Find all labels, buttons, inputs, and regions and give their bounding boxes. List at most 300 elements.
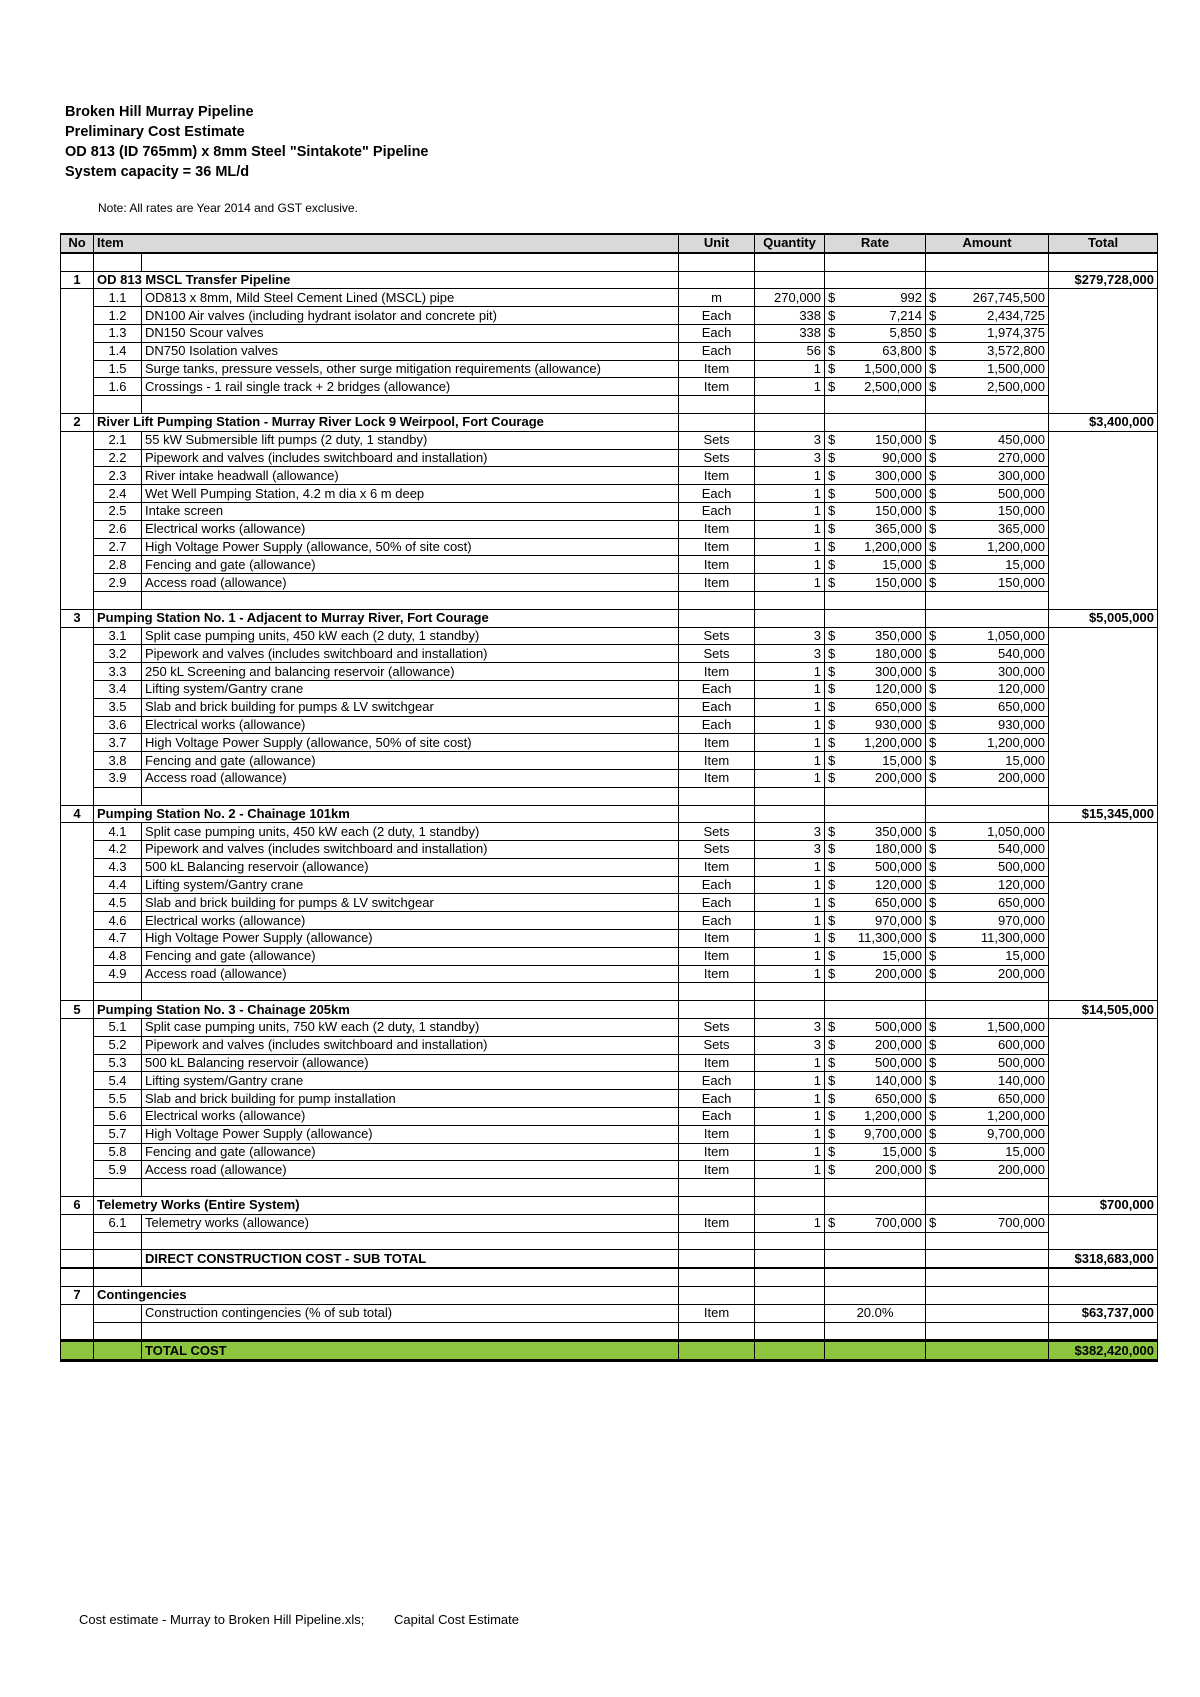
col-rate: Rate <box>825 234 926 253</box>
empty-cell <box>679 1268 755 1286</box>
empty-cell <box>755 787 825 805</box>
item-unit: Each <box>679 876 755 894</box>
item-unit: Item <box>679 858 755 876</box>
empty-cell <box>61 574 94 592</box>
item-amount <box>926 734 1049 752</box>
currency-sign: $ <box>929 948 937 964</box>
empty-cell <box>61 1072 94 1090</box>
blank-row <box>61 396 1158 414</box>
money-value: 500,000 <box>875 1019 923 1035</box>
item-rate <box>825 930 926 948</box>
empty-cell <box>61 253 94 271</box>
money-value: 11,300,000 <box>857 930 923 946</box>
empty-cell <box>61 1268 94 1286</box>
item-amount <box>926 520 1049 538</box>
line-item-row <box>61 698 1158 716</box>
currency-sign: $ <box>828 663 836 679</box>
item-rate <box>825 698 926 716</box>
item-unit: Item <box>679 965 755 983</box>
empty-cell <box>755 805 825 823</box>
money-value: 500,000 <box>875 1055 923 1071</box>
item-no: 1.4 <box>94 342 142 360</box>
empty-cell <box>755 1287 825 1305</box>
item-no: 5.3 <box>94 1054 142 1072</box>
money-value: 200,000 <box>875 770 923 786</box>
item-no: 4.3 <box>94 858 142 876</box>
money-value: 500,000 <box>875 485 923 501</box>
empty-cell <box>61 485 94 503</box>
item-unit: Item <box>679 378 755 396</box>
line-item-row <box>61 556 1158 574</box>
currency-sign: $ <box>828 1055 836 1071</box>
money-value: 180,000 <box>875 841 923 857</box>
empty-cell <box>142 253 679 271</box>
empty-cell <box>926 253 1049 271</box>
item-unit: Each <box>679 342 755 360</box>
item-no: 4.9 <box>94 965 142 983</box>
item-quantity: 1 <box>755 894 825 912</box>
item-amount <box>926 556 1049 574</box>
empty-cell <box>679 1179 755 1197</box>
item-amount <box>926 1054 1049 1072</box>
empty-cell <box>61 360 94 378</box>
currency-sign: $ <box>828 1215 836 1231</box>
item-quantity: 3 <box>755 1036 825 1054</box>
currency-sign: $ <box>929 503 937 519</box>
item-quantity: 3 <box>755 431 825 449</box>
item-rate <box>825 1214 926 1232</box>
item-amount <box>926 378 1049 396</box>
item-no: 1.6 <box>94 378 142 396</box>
item-quantity: 1 <box>755 502 825 520</box>
empty-cell <box>61 823 94 841</box>
money-value: 1,050,000 <box>987 823 1046 839</box>
item-rate <box>825 663 926 681</box>
money-value: 500,000 <box>998 1055 1046 1071</box>
empty-cell <box>61 1019 94 1037</box>
item-description: Fencing and gate (allowance) <box>142 752 679 770</box>
empty-cell <box>94 1304 142 1322</box>
line-item-row <box>61 734 1158 752</box>
col-quantity: Quantity <box>755 234 825 253</box>
empty-cell <box>1049 253 1158 271</box>
item-rate <box>825 841 926 859</box>
line-item-row <box>61 894 1158 912</box>
currency-sign: $ <box>828 307 836 323</box>
money-value: 650,000 <box>998 894 1046 910</box>
empty-cell <box>1049 289 1158 307</box>
money-value: 15,000 <box>1005 556 1046 572</box>
item-amount <box>926 1214 1049 1232</box>
empty-cell <box>61 324 94 342</box>
item-unit: Item <box>679 467 755 485</box>
empty-cell <box>61 342 94 360</box>
section-title: Contingencies <box>94 1287 679 1305</box>
item-amount <box>926 663 1049 681</box>
section-title: OD 813 MSCL Transfer Pipeline <box>94 271 679 289</box>
currency-sign: $ <box>929 716 937 732</box>
item-amount <box>926 574 1049 592</box>
item-unit: Item <box>679 1214 755 1232</box>
empty-cell <box>1049 431 1158 449</box>
empty-cell <box>679 591 755 609</box>
empty-cell <box>61 965 94 983</box>
item-amount <box>926 965 1049 983</box>
empty-cell <box>1049 502 1158 520</box>
item-rate <box>825 1143 926 1161</box>
item-description: Split case pumping units, 450 kW each (2 duty, 1 standby) <box>142 627 679 645</box>
empty-cell <box>1049 1214 1158 1232</box>
item-description: Fencing and gate (allowance) <box>142 947 679 965</box>
item-quantity: 1 <box>755 1125 825 1143</box>
item-unit: Sets <box>679 645 755 663</box>
currency-sign: $ <box>828 699 836 715</box>
money-value: 1,500,000 <box>987 1019 1046 1035</box>
item-description: Slab and brick building for pumps & LV switchgear <box>142 894 679 912</box>
item-description: Split case pumping units, 450 kW each (2 duty, 1 standby) <box>142 823 679 841</box>
money-value: 930,000 <box>875 716 923 732</box>
item-rate <box>825 752 926 770</box>
empty-cell <box>1049 645 1158 663</box>
item-rate <box>825 485 926 503</box>
item-quantity: 1 <box>755 698 825 716</box>
item-no: 4.7 <box>94 930 142 948</box>
empty-cell <box>755 1268 825 1286</box>
item-quantity: 1 <box>755 680 825 698</box>
item-no: 3.5 <box>94 698 142 716</box>
item-no: 3.8 <box>94 752 142 770</box>
item-no: 3.4 <box>94 680 142 698</box>
item-unit: Each <box>679 485 755 503</box>
item-unit: Each <box>679 698 755 716</box>
item-unit: Item <box>679 752 755 770</box>
empty-cell <box>61 930 94 948</box>
item-rate <box>825 627 926 645</box>
empty-cell <box>142 591 679 609</box>
item-rate <box>825 520 926 538</box>
item-description: Fencing and gate (allowance) <box>142 556 679 574</box>
footer-sheet: Capital Cost Estimate <box>394 1612 519 1627</box>
empty-cell <box>1049 663 1158 681</box>
section-title: Pumping Station No. 2 - Chainage 101km <box>94 805 679 823</box>
currency-sign: $ <box>929 681 937 697</box>
item-rate <box>825 1019 926 1037</box>
item-description: Pipework and valves (includes switchboard and installation) <box>142 645 679 663</box>
empty-cell <box>61 734 94 752</box>
empty-cell <box>142 1232 679 1250</box>
total-label: TOTAL COST <box>142 1341 679 1361</box>
item-amount <box>926 1090 1049 1108</box>
item-unit: Sets <box>679 449 755 467</box>
item-rate <box>825 378 926 396</box>
empty-cell <box>926 1341 1049 1361</box>
empty-cell <box>1049 360 1158 378</box>
money-value: 1,200,000 <box>864 538 923 554</box>
item-quantity: 1 <box>755 663 825 681</box>
contingency-rate: 20.0% <box>825 1304 926 1322</box>
money-value: 15,000 <box>882 556 923 572</box>
currency-sign: $ <box>828 378 836 394</box>
empty-cell <box>1049 1161 1158 1179</box>
item-unit: Each <box>679 502 755 520</box>
currency-sign: $ <box>828 645 836 661</box>
item-unit: Each <box>679 324 755 342</box>
money-value: 15,000 <box>1005 948 1046 964</box>
item-unit: Sets <box>679 823 755 841</box>
item-quantity: 270,000 <box>755 289 825 307</box>
currency-sign: $ <box>929 966 937 982</box>
empty-cell <box>825 1322 926 1341</box>
empty-cell <box>755 1322 825 1341</box>
empty-cell <box>926 1322 1049 1341</box>
line-item-row <box>61 823 1158 841</box>
currency-sign: $ <box>828 1019 836 1035</box>
item-no: 3.2 <box>94 645 142 663</box>
title-line-2: Preliminary Cost Estimate <box>65 124 245 140</box>
line-item-row <box>61 520 1158 538</box>
item-description: Crossings - 1 rail single track + 2 bridges (allowance) <box>142 378 679 396</box>
empty-cell <box>1049 983 1158 1001</box>
empty-cell <box>825 1250 926 1268</box>
currency-sign: $ <box>929 289 937 305</box>
item-no: 5.2 <box>94 1036 142 1054</box>
money-value: 7,214 <box>889 307 923 323</box>
item-rate <box>825 360 926 378</box>
item-amount <box>926 289 1049 307</box>
empty-cell <box>755 1197 825 1215</box>
empty-cell <box>1049 378 1158 396</box>
item-quantity: 3 <box>755 449 825 467</box>
item-amount <box>926 680 1049 698</box>
item-amount <box>926 324 1049 342</box>
empty-cell <box>1049 556 1158 574</box>
money-value: 2,434,725 <box>987 307 1046 323</box>
empty-cell <box>1049 1019 1158 1037</box>
currency-sign: $ <box>828 449 836 465</box>
section-row <box>61 1001 1158 1019</box>
money-value: 650,000 <box>875 1090 923 1106</box>
col-amount: Amount <box>926 234 1049 253</box>
empty-cell <box>1049 894 1158 912</box>
currency-sign: $ <box>828 360 836 376</box>
document-header <box>65 102 429 182</box>
empty-cell <box>61 947 94 965</box>
blank-row <box>61 1179 1158 1197</box>
empty-cell <box>61 663 94 681</box>
empty-cell <box>61 1341 94 1361</box>
empty-cell <box>926 1197 1049 1215</box>
item-description: Split case pumping units, 750 kW each (2 duty, 1 standby) <box>142 1019 679 1037</box>
empty-cell <box>679 271 755 289</box>
empty-cell <box>142 787 679 805</box>
currency-sign: $ <box>929 325 937 341</box>
line-item-row <box>61 716 1158 734</box>
empty-cell <box>926 1287 1049 1305</box>
money-value: 1,200,000 <box>987 538 1046 554</box>
money-value: 540,000 <box>998 645 1046 661</box>
empty-cell <box>61 876 94 894</box>
money-value: 540,000 <box>998 841 1046 857</box>
money-value: 1,200,000 <box>864 1108 923 1124</box>
item-unit: Each <box>679 912 755 930</box>
currency-sign: $ <box>828 841 836 857</box>
empty-cell <box>61 1232 94 1250</box>
item-no: 5.5 <box>94 1090 142 1108</box>
line-item-row <box>61 378 1158 396</box>
item-amount <box>926 431 1049 449</box>
empty-cell <box>1049 574 1158 592</box>
item-amount <box>926 698 1049 716</box>
currency-sign: $ <box>929 752 937 768</box>
item-no: 2.1 <box>94 431 142 449</box>
cost-estimate-table <box>60 233 1158 1362</box>
line-item-row <box>61 289 1158 307</box>
empty-cell <box>1049 1179 1158 1197</box>
empty-cell <box>679 609 755 627</box>
money-value: 140,000 <box>998 1072 1046 1088</box>
section-row <box>61 413 1158 431</box>
item-rate <box>825 1125 926 1143</box>
section-title: River Lift Pumping Station - Murray River Lock 9 Weirpool, Fort Courage <box>94 413 679 431</box>
currency-sign: $ <box>929 378 937 394</box>
money-value: 200,000 <box>875 1161 923 1177</box>
currency-sign: $ <box>929 699 937 715</box>
currency-sign: $ <box>828 1072 836 1088</box>
empty-cell <box>1049 752 1158 770</box>
item-description: Lifting system/Gantry crane <box>142 1072 679 1090</box>
item-no: 5.8 <box>94 1143 142 1161</box>
item-rate <box>825 467 926 485</box>
currency-sign: $ <box>828 1108 836 1124</box>
empty-cell <box>679 983 755 1001</box>
item-no: 3.7 <box>94 734 142 752</box>
item-quantity: 1 <box>755 485 825 503</box>
empty-cell <box>61 1179 94 1197</box>
empty-cell <box>61 1161 94 1179</box>
empty-cell <box>61 378 94 396</box>
line-item-row <box>61 538 1158 556</box>
empty-cell <box>825 1179 926 1197</box>
currency-sign: $ <box>828 556 836 572</box>
item-no: 3.1 <box>94 627 142 645</box>
item-description: Surge tanks, pressure vessels, other surge mitigation requirements (allowance) <box>142 360 679 378</box>
empty-cell <box>926 396 1049 414</box>
empty-cell <box>825 413 926 431</box>
item-rate <box>825 307 926 325</box>
item-unit: Each <box>679 1090 755 1108</box>
money-value: 350,000 <box>875 823 923 839</box>
money-value: 600,000 <box>998 1037 1046 1053</box>
item-no: 4.8 <box>94 947 142 965</box>
empty-cell <box>755 1304 825 1322</box>
empty-cell <box>825 609 926 627</box>
section-title: Pumping Station No. 1 - Adjacent to Murray River, Fort Courage <box>94 609 679 627</box>
currency-sign: $ <box>929 574 937 590</box>
line-item-row <box>61 360 1158 378</box>
section-row <box>61 1287 1158 1305</box>
item-amount <box>926 858 1049 876</box>
empty-cell <box>926 787 1049 805</box>
line-item-row <box>61 574 1158 592</box>
section-title: Pumping Station No. 3 - Chainage 205km <box>94 1001 679 1019</box>
item-description: Slab and brick building for pumps & LV switchgear <box>142 698 679 716</box>
empty-cell <box>926 591 1049 609</box>
item-rate <box>825 502 926 520</box>
item-rate <box>825 449 926 467</box>
line-item-row <box>61 467 1158 485</box>
empty-cell <box>1049 396 1158 414</box>
line-item-row <box>61 1072 1158 1090</box>
empty-cell <box>61 431 94 449</box>
item-amount <box>926 645 1049 663</box>
currency-sign: $ <box>929 1072 937 1088</box>
empty-cell <box>61 752 94 770</box>
item-description: Pipework and valves (includes switchboard and installation) <box>142 449 679 467</box>
item-rate <box>825 645 926 663</box>
item-quantity: 1 <box>755 752 825 770</box>
item-description: Electrical works (allowance) <box>142 520 679 538</box>
empty-cell <box>61 680 94 698</box>
currency-sign: $ <box>929 770 937 786</box>
line-item-row <box>61 449 1158 467</box>
item-no: 3.6 <box>94 716 142 734</box>
item-amount <box>926 1072 1049 1090</box>
item-rate <box>825 734 926 752</box>
money-value: 300,000 <box>875 663 923 679</box>
money-value: 15,000 <box>1005 1144 1046 1160</box>
currency-sign: $ <box>929 1090 937 1106</box>
currency-sign: $ <box>828 1090 836 1106</box>
page-footer <box>79 1612 545 1627</box>
empty-cell <box>1049 342 1158 360</box>
money-value: 180,000 <box>875 645 923 661</box>
empty-cell <box>61 502 94 520</box>
item-description: DN100 Air valves (including hydrant isolator and concrete pit) <box>142 307 679 325</box>
item-description: High Voltage Power Supply (allowance) <box>142 930 679 948</box>
item-quantity: 1 <box>755 930 825 948</box>
empty-cell <box>1049 467 1158 485</box>
item-unit: Each <box>679 716 755 734</box>
money-value: 1,200,000 <box>864 734 923 750</box>
item-rate <box>825 1054 926 1072</box>
subtotal-row <box>61 1250 1158 1268</box>
empty-cell <box>755 1232 825 1250</box>
money-value: 9,700,000 <box>864 1126 923 1142</box>
item-unit: Sets <box>679 431 755 449</box>
currency-sign: $ <box>828 485 836 501</box>
item-quantity: 338 <box>755 324 825 342</box>
item-quantity: 1 <box>755 734 825 752</box>
currency-sign: $ <box>929 645 937 661</box>
col-item: Item <box>94 234 679 253</box>
item-rate <box>825 769 926 787</box>
item-description: Electrical works (allowance) <box>142 912 679 930</box>
section-row <box>61 271 1158 289</box>
line-item-row <box>61 1161 1158 1179</box>
empty-cell <box>94 1268 142 1286</box>
empty-cell <box>1049 538 1158 556</box>
money-value: 930,000 <box>998 716 1046 732</box>
section-no: 1 <box>61 271 94 289</box>
section-total: $15,345,000 <box>1049 805 1158 823</box>
section-row <box>61 1197 1158 1215</box>
empty-cell <box>825 396 926 414</box>
item-unit: Sets <box>679 841 755 859</box>
currency-sign: $ <box>929 859 937 875</box>
line-item-row <box>61 627 1158 645</box>
empty-cell <box>61 645 94 663</box>
money-value: 200,000 <box>875 1037 923 1053</box>
